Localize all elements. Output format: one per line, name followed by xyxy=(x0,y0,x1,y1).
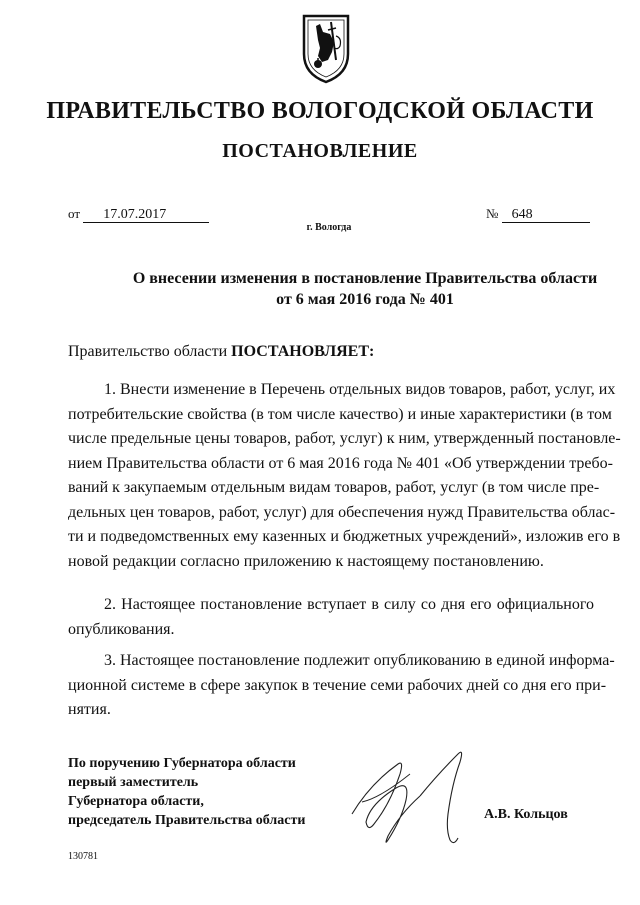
paragraph-2 xyxy=(68,593,594,642)
city: г. Вологда xyxy=(306,222,352,233)
paragraph-line: опубликования. xyxy=(68,620,175,638)
document-subject xyxy=(90,268,640,310)
signatory-line: Губернатора области, xyxy=(68,794,204,809)
paragraph-line: 1. Внести изменение в Перечень отдельных видов товаров, работ, услуг, их xyxy=(104,381,616,398)
signatory-title xyxy=(68,754,305,830)
paragraph-line: ваний к закупаемым отдельным видам товаров, работ, услуг (в том числе пре- xyxy=(68,479,600,496)
paragraph-line: ционной системе в сфере закупок в течение семи рабочих дней со дня его при- xyxy=(68,676,607,694)
coat-of-arms-icon xyxy=(300,12,352,84)
handwritten-signature xyxy=(340,744,510,854)
signatory-line: председатель Правительства области xyxy=(68,813,306,828)
paragraph-line: нятия. xyxy=(68,701,111,718)
intro-decree-word: ПОСТАНОВЛЯЕТ: xyxy=(231,343,375,360)
intro-statement xyxy=(68,343,374,361)
document-type: ПОСТАНОВЛЕНИЕ xyxy=(222,140,418,162)
paragraph-line: дельных цен товаров, работ, услуг) для обеспечения нужд Правительства облас- xyxy=(68,503,616,521)
number-prefix: № xyxy=(486,206,499,221)
signatory-name: А.В. Кольцов xyxy=(484,807,568,822)
paragraph-line: ти и подведомственных ему казенных и бюджетных учреждений», изложив его в xyxy=(68,528,621,545)
date-prefix: от xyxy=(68,206,81,221)
date-value: 17.07.2017 xyxy=(83,207,209,223)
date-field xyxy=(68,206,209,223)
paragraph-line: 2. Настоящее постановление вступает в силу со дня его официального xyxy=(104,596,594,613)
intro-text: Правительство области xyxy=(68,343,232,360)
subject-line: О внесении изменения в постановление Правительства области xyxy=(132,270,598,287)
number-field xyxy=(486,206,590,223)
paragraph-line: числе предельные цены товаров, работ, услуг) к ним, утвержденный постановле- xyxy=(68,430,621,447)
document-code: 130781 xyxy=(68,851,98,862)
signatory-line: первый заместитель xyxy=(68,775,199,790)
paragraph-line: нием Правительства области от 6 мая 2016 года № 401 «Об утверждении требо- xyxy=(68,454,613,472)
paragraph-line: новой редакции согласно приложению к настоящему постановлению. xyxy=(68,552,544,570)
paragraph-line: потребительские свойства (в том числе качество) и иные характеристики (в том xyxy=(68,405,612,423)
number-value: 648 xyxy=(502,207,590,223)
paragraph-1 xyxy=(68,378,621,574)
signatory-line: По поручению Губернатора области xyxy=(68,756,296,771)
organization-title: ПРАВИТЕЛЬСТВО ВОЛОГОДСКОЙ ОБЛАСТИ xyxy=(46,98,594,124)
paragraph-3 xyxy=(68,649,615,723)
subject-line: от 6 мая 2016 года № 401 xyxy=(276,291,454,308)
paragraph-line: 3. Настоящее постановление подлежит опубликованию в единой информа- xyxy=(104,652,615,669)
